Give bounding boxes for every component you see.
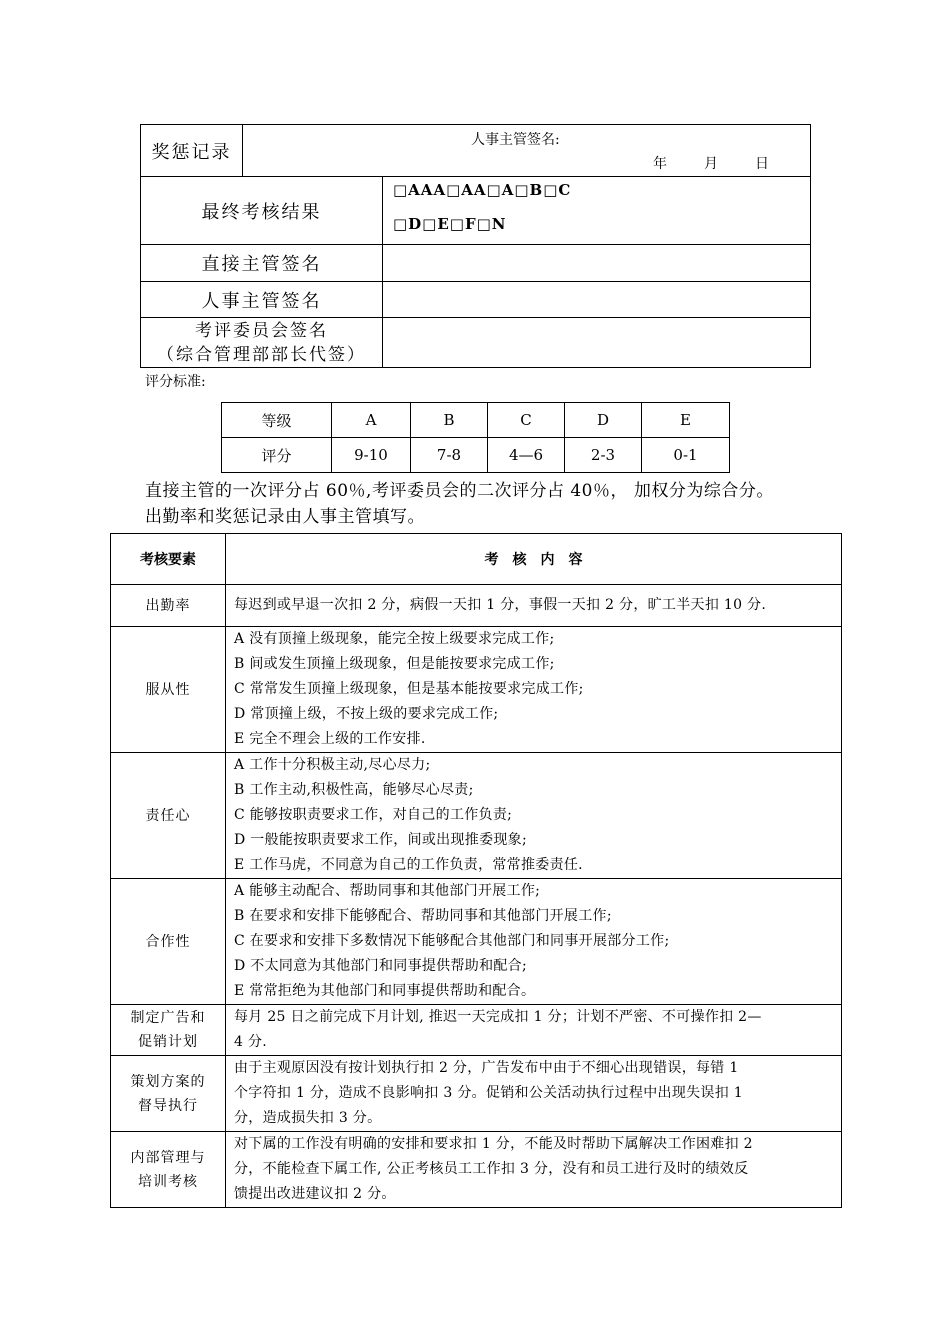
content-line: E 常常拒绝为其他部门和同事提供帮助和配合。 [234,983,536,999]
factor-line: 培训考核 [138,1173,198,1190]
grade-cell: A [332,403,411,438]
content-line: 对下属的工作没有明确的安排和要求扣 1 分，不能及时帮助下属解决工作困难扣 2 [234,1136,753,1152]
content-obedience [226,627,842,753]
factor-responsibility: 责任心 [111,753,226,879]
content-line: A 能够主动配合、帮助同事和其他部门开展工作; [234,883,541,899]
grade-cell: C [488,403,565,438]
content-line: A 没有顶撞上级现象，能完全按上级要求完成工作; [234,631,555,647]
content-header: 考 核 内 容 [226,534,842,585]
content-line: C 能够按职责要求工作，对自己的工作负责; [234,807,513,823]
hr-signature-prompt: 人事主管签名: [471,132,560,148]
hr-supervisor-sign-field[interactable] [383,282,811,318]
factor-plan-supervision [111,1056,226,1132]
content-line: E 工作马虎，不同意为自己的工作负责，常常推委责任. [234,857,583,873]
content-line: A 工作十分积极主动,尽心尽力; [234,757,431,773]
content-internal-mgmt [226,1132,842,1208]
date-year: 年 [653,156,667,172]
committee-sign-line1: 考评委员会签名 [195,320,328,341]
score-cell: 0-1 [642,438,730,473]
factor-line: 制定广告和 [130,1010,206,1026]
content-line: E 完全不理会上级的工作安排. [234,731,426,747]
factor-attendance: 出勤率 [111,585,226,627]
direct-supervisor-sign-field[interactable] [383,245,811,282]
factor-line: 督导执行 [138,1097,198,1114]
reward-record-label: 奖惩记录 [141,125,243,177]
date-month: 月 [704,156,718,172]
content-line: D 一般能按职责要求工作，间或出现推委现象; [234,832,527,848]
appraisal-signoff-table [140,124,811,368]
factor-line: 促销计划 [138,1034,198,1050]
content-line: B 间或发生顶撞上级现象，但是能按要求完成工作; [234,656,555,672]
content-line: C 在要求和安排下多数情况下能够配合其他部门和同事开展部分工作; [234,933,670,949]
score-cell: 7-8 [411,438,488,473]
content-line: 分，造成损失扣 3 分。 [234,1110,382,1126]
date-day: 日 [755,156,769,172]
factor-internal-mgmt [111,1132,226,1208]
content-line: 馈提出改进建议扣 2 分。 [234,1186,396,1202]
content-line: 由于主观原因没有按计划执行扣 2 分，广告发布中由于不细心出现错误，每错 1 [234,1060,739,1076]
criteria-table [110,533,842,1208]
final-result-label: 最终考核结果 [141,177,383,245]
final-result-options[interactable] [383,177,811,245]
content-line: 个字符扣 1 分，造成不良影响扣 3 分。促销和公关活动执行过程中出现失误扣 1 [234,1085,743,1101]
factor-cooperation: 合作性 [111,879,226,1005]
hr-supervisor-sign-label: 人事主管签名 [141,282,383,318]
content-attendance [226,585,842,627]
content-line: 分，不能检查下属工作, 公正考核员工工作扣 3 分，没有和员工进行及时的绩效反 [234,1161,749,1177]
reward-record-cell[interactable] [243,125,811,177]
committee-sign-label [141,318,383,368]
content-plan-supervision [226,1056,842,1132]
weighting-note: 直接主管的一次评分占 60％,考评委员会的二次评分占 40％， 加权分为综合分。 [145,481,774,501]
direct-supervisor-sign-label: 直接主管签名 [141,245,383,282]
content-line: B 在要求和安排下能够配合、帮助同事和其他部门开展工作; [234,908,612,924]
content-cooperation [226,879,842,1005]
grade-options-line2[interactable]: □D□E□F□N [393,215,507,233]
committee-sign-line2: （综合管理部部长代签） [157,344,366,365]
score-cell: 4—6 [488,438,565,473]
score-cell: 9-10 [332,438,411,473]
factor-line: 内部管理与 [130,1149,206,1166]
factor-ad-promo-plan [111,1005,226,1056]
content-line: B 工作主动,积极性高，能够尽心尽责; [234,782,474,798]
score-cell: 2-3 [565,438,642,473]
committee-sign-field[interactable] [383,318,811,368]
content-ad-promo-plan [226,1005,842,1056]
score-header: 评分 [222,438,332,473]
factor-line: 策划方案的 [130,1073,206,1090]
factor-header: 考核要素 [111,534,226,585]
grade-cell: E [642,403,730,438]
content-line: D 常顶撞上级，不按上级的要求完成工作; [234,706,499,722]
content-line: C 常常发生顶撞上级现象，但是基本能按要求完成工作; [234,681,584,697]
grade-cell: B [411,403,488,438]
grade-header: 等级 [222,403,332,438]
content-line: 每月 25 日之前完成下月计划, 推迟一天完成扣 1 分；计划不严密、不可操作扣 2— [234,1009,762,1025]
content-line: 4 分. [234,1034,268,1050]
grade-cell: D [565,403,642,438]
scoring-standard-title: 评分标准: [145,374,206,390]
content-line: 每迟到或早退一次扣 2 分，病假一天扣 1 分，事假一天扣 2 分，旷工半天扣 10 分. [234,597,767,613]
content-responsibility [226,753,842,879]
content-line: D 不太同意为其他部门和同事提供帮助和配合; [234,958,527,974]
scoring-standard-table [221,402,730,473]
fill-in-note: 出勤率和奖惩记录由人事主管填写。 [145,507,425,527]
factor-obedience: 服从性 [111,627,226,753]
grade-options-line1[interactable]: □AAA□AA□A□B□C [393,181,572,199]
